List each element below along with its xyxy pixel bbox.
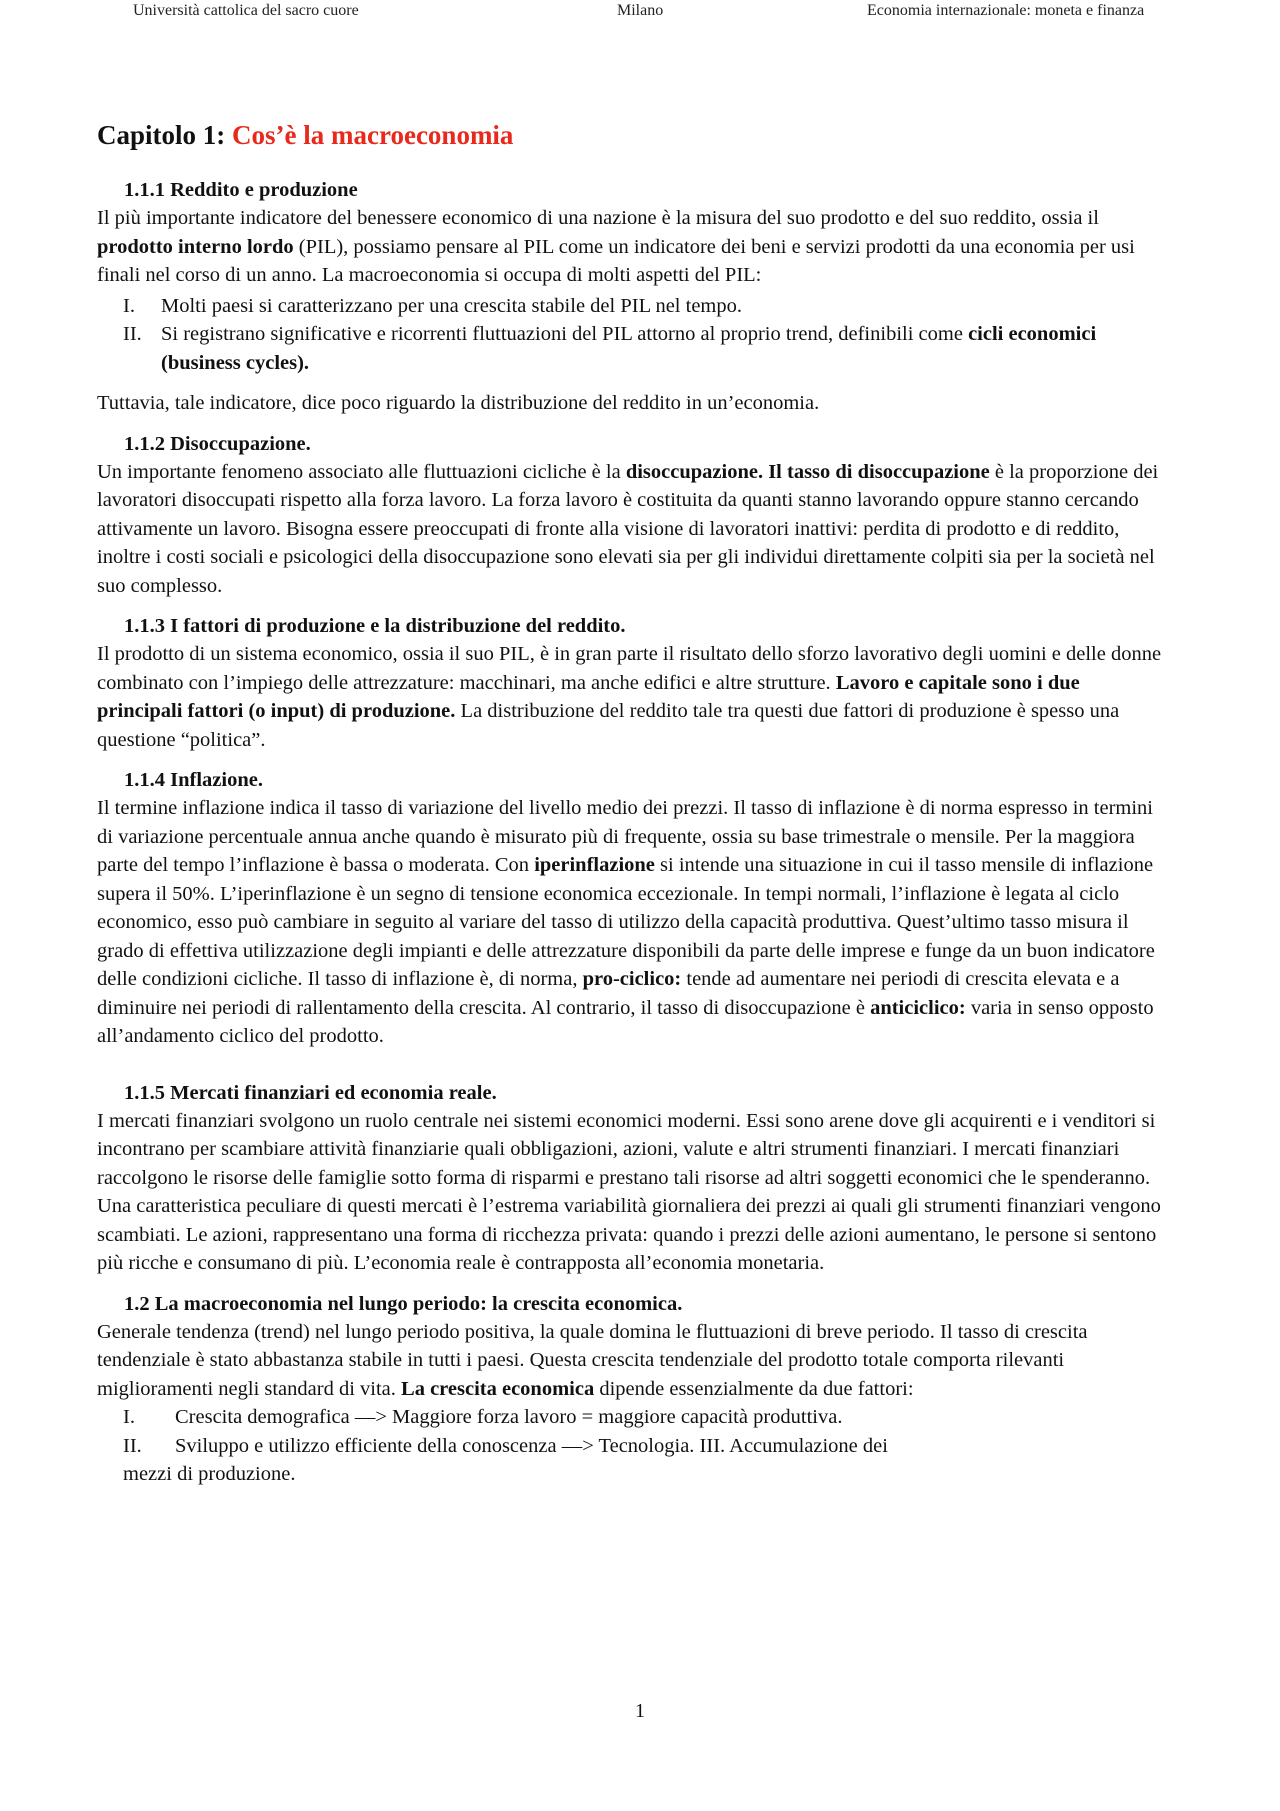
chapter-title-text: Cos’è la macroeconomia [232,120,514,150]
text-run: Il prodotto di un sistema economico, ossia il suo PIL, è in gran parte il risultato dello sforzo lavorativo degli uomini e delle donne combinato con l’impiego delle attrezzature: macchinari, ma anche edifici e altre strutture. [97,643,1162,694]
text-run: tende ad aumentare nei periodi di crescita elevata e a diminuire nei periodi di rallentamento della crescita. Al contrario, il tasso di disoccupazione è [97,968,1120,1019]
text-run: Il termine inflazione indica il tasso di variazione del livello medio dei prezzi. Il tasso di inflazione è di norma espresso in termini di variazione percentuale annua anche quando è misurato più di frequente, ossia su base trimestrale o mensile. Per la maggiora parte del tempo l’inflazione è bassa o moderata. Con [97,797,1153,876]
bold-term: La crescita economica [401,1377,595,1400]
header-course: Economia internazionale: moneta e finanza [867,2,1145,19]
list-item [97,1432,1163,1461]
list-continuation: mezzi di produzione. [123,1463,296,1485]
text-run: La distribuzione del reddito tale tra questi due fattori di produzione è spesso una questione “politica”. [97,700,1120,751]
list-pil-aspects [97,292,1163,378]
section-heading-1-1-3: 1.1.3 I fattori di produzione e la distribuzione del reddito. [124,615,626,637]
bold-term: Il tasso di disoccupazione [768,460,990,483]
list-number: I. [123,294,135,317]
paragraph-mercati: I mercati finanziari svolgono un ruolo centrale nei sistemi economici moderni. Essi sono arene dove gli acquirenti e i venditori si incontrano per scambiare attività finanziarie quali obbligazioni, azioni, valute e altri strumenti finanziari. I mercati finanziari raccolgono le risorse delle famiglie sotto forma di risparmi e prestano tali risorse ad altri soggetti economici che le spenderanno. Una caratteristica peculiare di questi mercati è l’estrema variabilità giornaliera dei prezzi ai quali gli strumenti finanziari vengono scambiati. Le azioni, rappresentano una forma di ricchezza privata: quando i prezzi delle azioni aumentano, le persone si sentono più ricche e consumano di più. L’economia reale è contrapposta all’economia monetaria. [97,1109,1161,1274]
text-run: varia in senso opposto all’andamento ciclico del prodotto. [97,996,1154,1047]
section-heading-1-1-2: 1.1.2 Disoccupazione. [124,432,311,455]
list-item [97,1403,1163,1432]
bold-term: cicli economici (business cycles). [161,323,1097,374]
list-item [97,320,1163,377]
list-item [97,292,1163,321]
text-run: Un importante fenomeno associato alle fluttuazioni cicliche è la [97,460,626,483]
bold-term: Lavoro e capitale sono i due principali fattori (o input) di produzione. [97,671,1080,722]
paragraph-distribuzione: Tuttavia, tale indicatore, dice poco riguardo la distribuzione del reddito in un’economia. [97,392,820,414]
bold-term: disoccupazione. [625,460,764,483]
paragraph-fattori [97,640,1163,754]
bold-term: iperinflazione [534,854,655,876]
section-heading-1-2: 1.2 La macroeconomia nel lungo periodo: la crescita economica. [124,1292,683,1315]
list-number: II. [123,1434,142,1457]
list-item-text: Si registrano significative e ricorrenti fluttuazioni del PIL attorno al proprio trend, definibili come [161,323,969,345]
list-item-text: Crescita demografica —> Maggiore forza lavoro = maggiore capacità produttiva. [175,1406,843,1428]
bold-term: pro-ciclico: [582,968,682,990]
list-number: I. [123,1406,135,1428]
text-run: (PIL), possiamo pensare al PIL come un indicatore dei beni e servizi prodotti da una economia per usi finali nel corso di un anno. La macroeconomia si occupa di molti aspetti del PIL: [97,235,1135,286]
text-run: si intende una situazione in cui il tasso mensile di inflazione supera il 50%. L’iperinflazione è un segno di tensione economica eccezionale. In tempi normali, l’inflazione è legata al ciclo economico, esso può cambiare in seguito al variare del tasso di utilizzo della capacità produttiva. Quest’ultimo tasso misura il grado di effettiva utilizzazione degli impianti e delle attrezzature disponibili da parte delle imprese e funge da un buon indicatore delle condizioni cicliche. Il tasso di inflazione è, di norma, [97,854,1155,990]
header-university: Università cattolica del sacro cuore [133,2,359,19]
text-run: Generale tendenza (trend) nel lungo periodo positiva, la quale domina le fluttuazioni di breve periodo. Il tasso di crescita tendenziale è stato abbastanza stabile in tutti i paesi. Questa crescita tendenziale del prodotto totale comporta rilevanti miglioramenti negli standard di vita. [97,1320,1088,1400]
list-item-text: Molti paesi si caratterizzano per una crescita stabile del PIL nel tempo. [161,294,742,317]
list-growth-factors [97,1403,1163,1460]
list-number: II. [123,323,142,345]
section-heading-1-1-4: 1.1.4 Inflazione. [124,769,263,791]
chapter-prefix: Capitolo 1: [97,120,232,150]
header-city: Milano [617,2,664,19]
paragraph-reddito [97,204,1163,290]
chapter-title [97,118,1163,152]
bold-term: prodotto interno lordo [97,235,294,258]
section-heading-1-1-5: 1.1.5 Mercati finanziari ed economia reale. [124,1081,497,1104]
bold-term: anticiclico: [870,996,966,1019]
section-heading-1-1-1: 1.1.1 Reddito e produzione [124,179,358,201]
text-run: è la proporzione dei lavoratori disoccupati rispetto alla forza lavoro. La forza lavoro è costituita da quanti stanno lavorando oppure stanno cercando attivamente un lavoro. Bisogna essere preoccupati di fronte alla visione di lavoratori inattivi: perdita di prodotto e di reddito, inoltre i costi sociali e psicologici della disoccupazione sono elevati sia per gli individui direttamente colpiti sia per la società nel suo complesso. [97,460,1159,597]
list-item-text: Sviluppo e utilizzo efficiente della conoscenza —> Tecnologia. III. Accumulazione dei [175,1434,888,1457]
paragraph-inflazione [97,794,1163,1051]
paragraph-disoccupazione [97,458,1163,601]
document-body [97,118,1163,1489]
paragraph-crescita [97,1318,1163,1404]
page-header [0,2,1280,26]
text-run: dipende essenzialmente da due fattori: [594,1377,914,1400]
text-run: Il più importante indicatore del benessere economico di una nazione è la misura del suo prodotto e del suo reddito, ossia il [97,207,1099,229]
page-number: 1 [635,1700,645,1722]
